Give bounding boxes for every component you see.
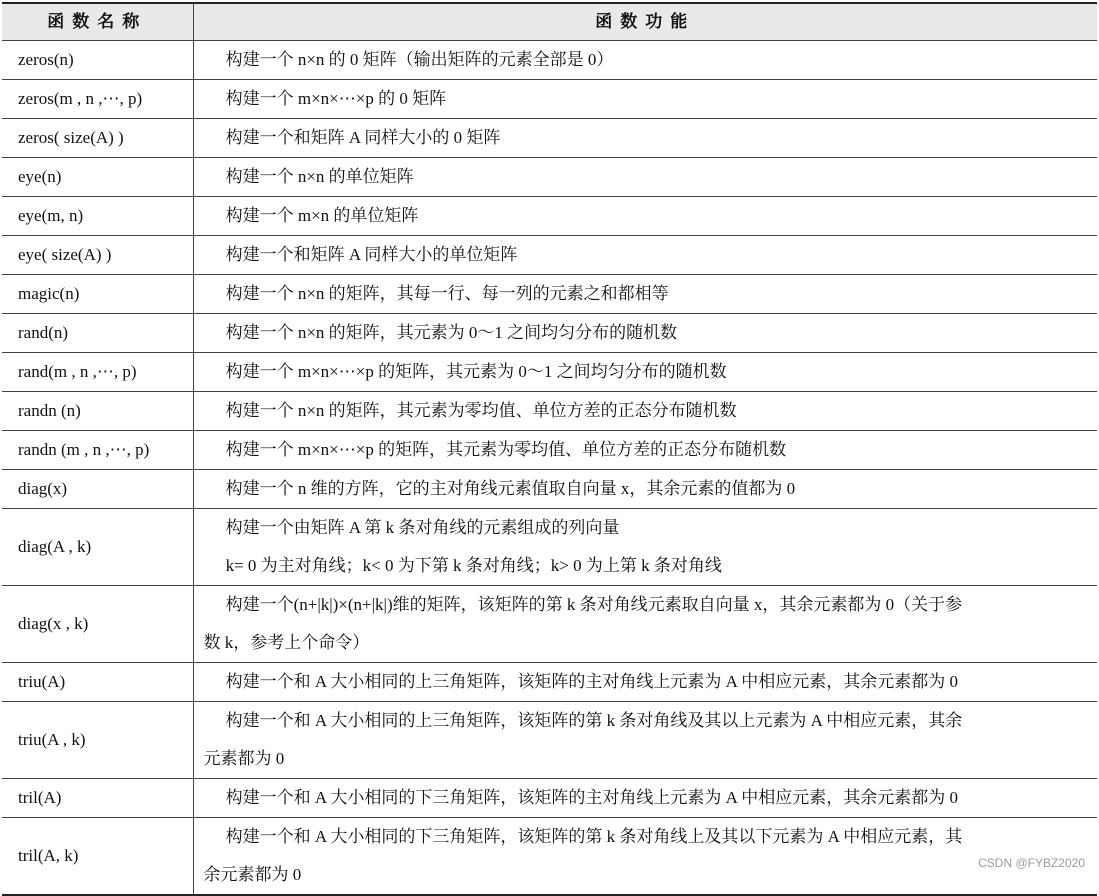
description-line: 构建一个和 A 大小相同的上三角矩阵，该矩阵的主对角线上元素为 A 中相应元素，其余元素都为 0 (225, 672, 959, 691)
table-row (2, 509, 1097, 586)
table-row (2, 470, 1097, 509)
description-line: 构建一个 m×n×⋯×p 的矩阵，其元素为零均值、单位方差的正态分布随机数 (225, 440, 787, 459)
header-function-name: 函数名称 (2, 3, 193, 41)
function-name-cell: rand(n) (2, 314, 193, 353)
description-line: 余元素都为 0 (203, 865, 302, 884)
description-line: 构建一个 m×n×⋯×p 的矩阵，其元素为 0～1 之间均匀分布的随机数 (225, 362, 727, 381)
description-line: k= 0 为主对角线；k< 0 为下第 k 条对角线；k> 0 为上第 k 条对角线 (225, 556, 722, 575)
table-row (2, 275, 1097, 314)
function-description-cell (193, 314, 1097, 353)
description-line: 构建一个 n×n 的矩阵，其元素为 0～1 之间均匀分布的随机数 (225, 323, 678, 342)
table-row (2, 197, 1097, 236)
function-name-cell: randn (m , n ,⋯, p) (2, 431, 193, 470)
description-line: 构建一个 n 维的方阵，它的主对角线元素值取自向量 x，其余元素的值都为 0 (225, 479, 796, 498)
function-description-cell (193, 470, 1097, 509)
table-row (2, 702, 1097, 779)
description-line: 构建一个和矩阵 A 同样大小的 0 矩阵 (225, 128, 501, 147)
description-line: 构建一个 n×n 的单位矩阵 (225, 167, 414, 186)
table-row (2, 586, 1097, 663)
function-description-cell (193, 392, 1097, 431)
function-description-cell (193, 431, 1097, 470)
table-row (2, 80, 1097, 119)
description-line: 构建一个 m×n 的单位矩阵 (225, 206, 419, 225)
table-row (2, 41, 1097, 80)
function-description-cell (193, 80, 1097, 119)
table-row (2, 158, 1097, 197)
description-line: 构建一个和 A 大小相同的下三角矩阵，该矩阵的主对角线上元素为 A 中相应元素，其余元素都为 0 (225, 788, 959, 807)
description-line: 构建一个 m×n×⋯×p 的 0 矩阵 (225, 89, 447, 108)
table-row (2, 663, 1097, 702)
description-line: 数 k，参考上个命令） (203, 633, 370, 652)
table-row (2, 779, 1097, 818)
function-description-cell (193, 509, 1097, 586)
description-line: 构建一个 n×n 的 0 矩阵（输出矩阵的元素全部是 0） (225, 50, 614, 69)
function-name-cell: triu(A , k) (2, 702, 193, 779)
function-name-cell: zeros( size(A) ) (2, 119, 193, 158)
function-description-cell (193, 275, 1097, 314)
description-line: 构建一个和矩阵 A 同样大小的单位矩阵 (225, 245, 518, 264)
function-description-cell (193, 779, 1097, 818)
function-name-cell: zeros(m , n ,⋯, p) (2, 80, 193, 119)
function-name-cell: diag(A , k) (2, 509, 193, 586)
description-line: 构建一个 n×n 的矩阵，其元素为零均值、单位方差的正态分布随机数 (225, 401, 737, 420)
description-line: 构建一个(n+|k|)×(n+|k|)维的矩阵，该矩阵的第 k 条对角线元素取自向量 x，其余元素都为 0（关于参 (225, 595, 963, 614)
function-name-cell: triu(A) (2, 663, 193, 702)
function-description-cell (193, 158, 1097, 197)
function-name-cell: eye( size(A) ) (2, 236, 193, 275)
table-row (2, 119, 1097, 158)
function-name-cell: tril(A, k) (2, 818, 193, 896)
function-name-cell: eye(n) (2, 158, 193, 197)
watermark: CSDN @FYBZ2020 (978, 856, 1085, 870)
function-description-cell (193, 702, 1097, 779)
function-description-cell (193, 41, 1097, 80)
description-line: 元素都为 0 (203, 749, 285, 768)
function-name-cell: zeros(n) (2, 41, 193, 80)
function-description-cell (193, 236, 1097, 275)
function-name-cell: rand(m , n ,⋯, p) (2, 353, 193, 392)
table-row (2, 236, 1097, 275)
description-line: 构建一个和 A 大小相同的下三角矩阵，该矩阵的第 k 条对角线上及其以下元素为 A 中相应元素，其 (225, 827, 963, 846)
table-row (2, 392, 1097, 431)
table-row (2, 431, 1097, 470)
function-description-cell (193, 353, 1097, 392)
function-name-cell: eye(m, n) (2, 197, 193, 236)
header-row (2, 3, 1097, 41)
function-name-cell: magic(n) (2, 275, 193, 314)
function-description-cell (193, 197, 1097, 236)
description-line: 构建一个和 A 大小相同的上三角矩阵，该矩阵的第 k 条对角线及其以上元素为 A 中相应元素，其余 (225, 711, 963, 730)
function-name-cell: randn (n) (2, 392, 193, 431)
function-table (2, 2, 1097, 896)
table-row (2, 314, 1097, 353)
description-line: 构建一个由矩阵 A 第 k 条对角线的元素组成的列向量 (225, 518, 620, 537)
description-line: 构建一个 n×n 的矩阵，其每一行、每一列的元素之和都相等 (225, 284, 669, 303)
header-function-description: 函数功能 (193, 3, 1097, 41)
function-description-cell (193, 663, 1097, 702)
table-row (2, 353, 1097, 392)
function-name-cell: diag(x , k) (2, 586, 193, 663)
function-description-cell (193, 818, 1097, 896)
table-row (2, 818, 1097, 896)
function-description-cell (193, 119, 1097, 158)
function-name-cell: tril(A) (2, 779, 193, 818)
function-name-cell: diag(x) (2, 470, 193, 509)
function-description-cell (193, 586, 1097, 663)
